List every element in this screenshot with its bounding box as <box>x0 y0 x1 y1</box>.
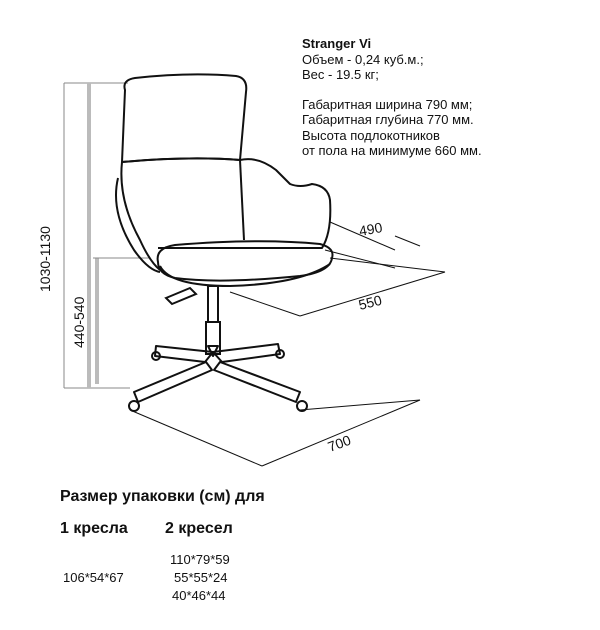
packaging-two-chairs-size-2: 55*55*24 <box>174 570 228 585</box>
seat-width-label: 490 <box>357 219 384 239</box>
chair-mechanism <box>166 286 220 354</box>
packaging-two-chairs-size-3: 40*46*44 <box>172 588 226 603</box>
packaging-title: Размер упаковки (см) для <box>60 488 265 505</box>
base-diameter-dimension <box>130 400 420 466</box>
seat-depth-dimension <box>230 258 445 316</box>
base-diameter-label: 700 <box>325 431 353 455</box>
packaging-two-chairs-label: 2 кресел <box>165 520 233 537</box>
seat-depth-label: 550 <box>356 291 384 313</box>
spec-depth: Габаритная глубина 770 мм. <box>302 112 474 127</box>
spec-armrest-line1: Высота подлокотников <box>302 128 440 143</box>
spec-volume: Объем - 0,24 куб.м.; <box>302 52 424 67</box>
total-height-label: 1030-1130 <box>37 226 53 292</box>
spec-width: Габаритная ширина 790 мм; <box>302 97 473 112</box>
packaging-one-chair-label: 1 кресла <box>60 520 128 537</box>
spec-weight: Вес - 19.5 кг; <box>302 67 379 82</box>
product-name: Stranger Vi <box>302 36 372 51</box>
seat-height-label: 440-540 <box>71 296 87 348</box>
spec-armrest-line2: от пола на минимуме 660 мм. <box>302 143 482 158</box>
packaging-two-chairs-size-1: 110*79*59 <box>170 552 230 567</box>
packaging-one-chair-size: 106*54*67 <box>63 570 124 585</box>
